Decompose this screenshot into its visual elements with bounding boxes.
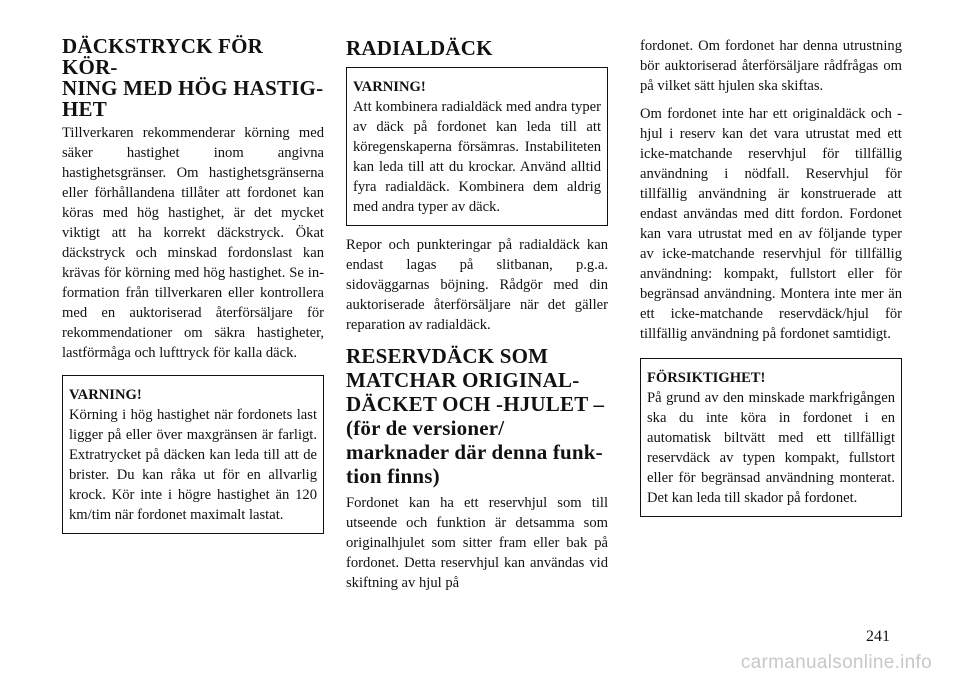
column-left	[62, 36, 324, 534]
high-speed-paragraph: Tillverkaren rekommenderar körning med säker hastighet inom angivna hastighetsgränser. Om hastighetsgränserna eller förhållandena tillåter att fordonet kan köras med hög hastighet, är det mycket viktigt att ha korrekt däckstryck. Ökat däckstryck och minskad fordonslast kan krävas för körning med hög hastighet. Se information från tillverkaren eller kontrollera med en auktoriserad återförsäljare för rekommendationer om säkra hastigheter, lastförmåga och lufttryck för kalla däck.	[62, 125, 324, 361]
warning-label: VARNING!	[69, 387, 142, 403]
caution-text: På grund av den minskade markfrigången ska du inte köra in fordonet i en automatisk biltvätt med ett tillfälligt reservdäck av typen kompakt, fullstort eller för begränsad användning monterat. Det kan leda till skador på fordonet.	[647, 390, 895, 506]
spare-rotation-paragraph: fordonet. Om fordonet har denna utrustning bör auktoriserad återförsäljare rådfrågas om på vilket sätt hjulen ska skiftas.	[640, 38, 902, 94]
section-heading-radial-tires: RADIALDÄCK	[346, 36, 493, 60]
radial-repair-paragraph: Repor och punkteringar på radialdäck kan endast lagas på slitbanan, p.g.a. sidoväggarnas böjning. Rådgör med din auktoriserade återförsäljare när det gäller reparation av radialdäck.	[346, 237, 608, 333]
caution-label: FÖRSIKTIGHET!	[647, 370, 766, 386]
section-heading-high-speed-pressure: DÄCKSTRYCK FÖR KÖR- NING MED HÖG HASTIG- HET	[62, 34, 324, 121]
page-number: 241	[866, 628, 890, 645]
warning-text: Att kombinera radialdäck med andra typer av däck på fordonet kan leda till att köregenskaperna försämras. Instabiliteten kan leda till att du krockar. Använd alltid fyra radialdäck. Kombinera dem aldrig med andra typer av däck.	[353, 99, 601, 215]
column-right	[640, 36, 902, 517]
warning-box-high-speed	[62, 375, 324, 534]
column-middle	[346, 36, 608, 593]
non-matching-spare-paragraph: Om fordonet inte har ett originaldäck och -hjul i reserv kan det vara utrustat med ett icke-matchande reservhjul för tillfällig användning i nödfall. Reservhjul för tillfällig användning är konstruerade att endast användas med ditt fordon. Fordonet kan vara utrustat med en av följande typer av icke-matchande reservhjul för tillfällig användning: kompakt, fullstort eller för begränsad användning. Montera inte mer än ett icke-matchande reservdäck/hjul för tillfällig användning på fordonet samtidigt.	[640, 106, 902, 342]
warning-text: Körning i hög hastighet när fordonets last ligger på eller över maxgränsen är farligt. Extratrycket på däcken kan leda till att de brister. Du kan råka ut för en allvarlig krock. Kör inte i högre hastighet än 120 km/tim när fordonet maximalt lastat.	[69, 407, 317, 523]
caution-box	[640, 358, 902, 517]
section-heading-matching-spare: RESERVDÄCK SOM MATCHAR ORIGINAL- DÄCKET OCH -HJULET – (för de versioner/ marknader där denna funk- tion finns)	[346, 344, 605, 488]
matching-spare-paragraph: Fordonet kan ha ett reservhjul som till utseende och funktion är detsamma som originalhjulet som sitter fram eller bak på fordonet. Detta reservhjul kan användas vid skiftning av hjul på	[346, 495, 608, 591]
watermark: carmanualsonline.info	[740, 652, 932, 673]
warning-box-radial	[346, 67, 608, 226]
warning-label: VARNING!	[353, 79, 426, 95]
